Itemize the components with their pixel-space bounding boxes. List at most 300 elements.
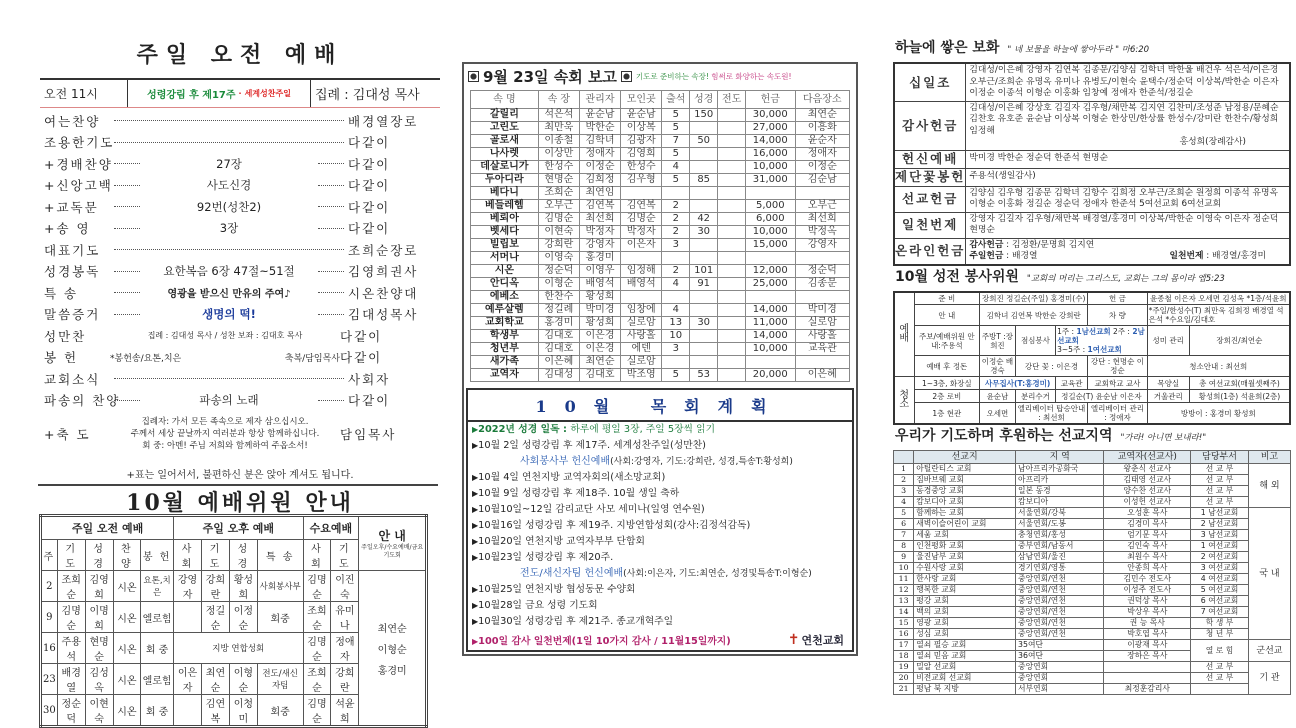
triangle-bullet-icon: ▶ [472, 521, 479, 530]
order-row [44, 196, 416, 218]
order-person: 다같이 [340, 350, 383, 366]
committee-cell: 김명순 [303, 633, 331, 664]
mission-cell: 수원사랑 교회 [914, 563, 1016, 574]
table-cell: 4 [662, 304, 690, 317]
mission-cell: 21 [894, 684, 914, 695]
table-cell: 서머나 [471, 252, 539, 265]
col-header: 담당부서 [1191, 451, 1249, 464]
table-cell: 13 [662, 317, 690, 330]
table-cell: 박한순 [579, 122, 620, 135]
leader-dots [114, 314, 140, 315]
table-cell [746, 187, 795, 200]
mission-cell: 성심 교회 [914, 629, 1016, 640]
online-value: : 배경열 [1003, 251, 1038, 261]
plan-text: 10월25일 연천지방 협성동문 수양회 [478, 584, 636, 595]
mission-row [894, 552, 1291, 563]
table-cell: 12,000 [746, 265, 795, 278]
offering-names-text: 김양심 김우형 김종문 김학녀 김항수 김희정 오부근/조희순 원정희 이종석 유명옥 이형순 이홍화 정길순 정순덕 정애자 한준석 5여선교회 6여선교회 [969, 187, 1278, 209]
plan-item [468, 470, 852, 486]
logo-text: 연천교회 [801, 634, 844, 647]
square-bullet-icon [468, 71, 479, 82]
table-cell: 4 [662, 161, 690, 174]
order-row [44, 347, 416, 369]
order-person: 다같이 [348, 221, 391, 237]
table-cell: 31,000 [746, 174, 795, 187]
missions-title [895, 428, 1206, 447]
table-cell: 강영자 [579, 239, 620, 252]
triangle-bullet-icon: ▶ [472, 425, 479, 434]
plan-item [468, 438, 852, 454]
mission-cell: 2 [894, 475, 914, 486]
table-cell: 황성희 [579, 317, 620, 330]
committee-cell: 시온 [113, 664, 141, 695]
plan-sub-title: 사회봉사부 헌신예배 [520, 456, 611, 467]
table-cell: 조희순 [538, 187, 579, 200]
mission-cell: 열쇠 믿음 교회 [914, 651, 1016, 662]
committee-cell: 시온 [113, 633, 141, 664]
col-header: 특 송 [257, 540, 303, 571]
table-cell [795, 291, 849, 304]
offerings-table [893, 62, 1291, 266]
table-cell: 15,000 [746, 239, 795, 252]
table-cell [718, 109, 746, 122]
order-person: 사회자 [348, 371, 391, 387]
order-row [44, 368, 416, 390]
mission-cell: 충청연회/홍성 [1016, 530, 1104, 541]
col-header: 지 역 [1016, 451, 1104, 464]
table-cell: 이영우 [579, 265, 620, 278]
mission-cell: 양수찬 선교사 [1104, 486, 1191, 497]
order-label: 교회소식 [44, 371, 101, 387]
plan-text: 10월 4일 연천지방 교역자회의(새소망교회) [478, 472, 666, 483]
region-group: 해 외 [1248, 464, 1290, 508]
leader-dots [318, 400, 344, 401]
v-cell: 2층 로비 [914, 390, 980, 403]
table-row [471, 187, 850, 200]
plan-item [468, 582, 852, 598]
mission-cell: 중앙연회/연천 [1016, 629, 1104, 640]
v-cell: 강단 : 현명순 이정순 [1088, 356, 1147, 377]
offering-type: 십일조 [894, 63, 966, 101]
col-header: 선교지 [914, 451, 1016, 464]
order-person: 배경열장로 [348, 113, 419, 129]
table-row [471, 174, 850, 187]
worship-side-label: 예배 [894, 292, 914, 377]
order-label: 특 송 [44, 285, 79, 301]
order-person: 다같이 [348, 393, 391, 409]
mission-cell [1104, 673, 1191, 684]
mission-cell: 남아프리카공화국 [1016, 464, 1104, 475]
mission-cell: 선 교 부 [1191, 464, 1249, 475]
table-cell [795, 187, 849, 200]
table-cell: 정길례 [538, 304, 579, 317]
table-cell: 실로암 [621, 317, 662, 330]
mission-cell: 오성훈 목사 [1104, 508, 1191, 519]
table-row [471, 291, 850, 304]
table-cell [718, 356, 746, 369]
order-label: +축 도 [44, 427, 91, 442]
table-cell [746, 356, 795, 369]
plan-item [468, 486, 852, 502]
mission-cell: 선 교 부 [1191, 497, 1249, 508]
order-mid: 사도신경 [206, 178, 252, 193]
table-cell: 14,000 [746, 330, 795, 343]
order-person: 다같이 [348, 156, 391, 172]
committee-cell: 정애자 [331, 633, 359, 664]
v-cell: 안 내 [914, 305, 980, 326]
table-cell: 10 [662, 330, 690, 343]
cross-icon: ✝ [787, 632, 800, 648]
mission-cell: 7 여선교회 [1191, 607, 1249, 618]
table-cell [621, 187, 662, 200]
mission-cell: 권 능 목사 [1104, 618, 1191, 629]
leader-dots [114, 120, 344, 121]
committee-cell: 김명순 [303, 695, 331, 727]
table-cell: 실로암 [621, 356, 662, 369]
committee-cell: 회중 [257, 602, 303, 633]
mission-cell: 이성헌 선교사 [1104, 497, 1191, 508]
table-cell: 고린도 [471, 122, 539, 135]
order-person: 다같이 [348, 135, 391, 151]
mission-cell: 박상우 목사 [1104, 607, 1191, 618]
table-cell: 시온 [471, 265, 539, 278]
order-person: 다같이 [340, 328, 383, 344]
mission-cell: 15 [894, 618, 914, 629]
committee-cell: 지방 연합성회 [174, 633, 303, 664]
committee-cell: 9 [41, 602, 58, 633]
order-label: +경배찬양 [44, 156, 113, 172]
cleaning-side-label: 청소 [894, 377, 914, 425]
offering-names-text: 주용석(생일감사) [969, 171, 1036, 182]
plan-sub-title: 전도/새신자팀 헌신예배 [520, 568, 624, 579]
order-label: 성만찬 [44, 328, 87, 344]
v-cell: 성미 관리 [1147, 326, 1189, 356]
col-header: 다음장소 [795, 91, 849, 109]
table-cell: 오부근 [795, 200, 849, 213]
table-cell [795, 356, 849, 369]
order-of-worship [44, 110, 419, 457]
table-cell: 황성희 [579, 291, 620, 304]
mission-cell: 9 [894, 552, 914, 563]
mission-row [894, 607, 1291, 618]
table-cell: 오부근 [538, 200, 579, 213]
col-header: 기 도 [331, 540, 359, 571]
table-row [471, 161, 850, 174]
committee-cell: 김영희 [85, 571, 113, 602]
region-group: 국 내 [1248, 508, 1290, 640]
v-cell: 1~3층, 화장실 [914, 377, 980, 390]
leader-dots [318, 228, 344, 229]
col-header: 주 [41, 540, 58, 571]
table-cell: 16,000 [746, 148, 795, 161]
volunteers-title [895, 269, 1225, 288]
order-label: 성경봉독 [44, 264, 101, 280]
table-cell: 새가족 [471, 356, 539, 369]
blessing-line: 주께서 세상 끝날까지 여러분과 항상 함께하십니다. [130, 429, 320, 439]
v-cell: 오세면 [980, 403, 1016, 425]
table-cell: 5 [662, 109, 690, 122]
mission-row [894, 640, 1291, 651]
plan-item [468, 518, 852, 534]
mission-cell: 장하은 목사 [1104, 651, 1191, 662]
order-person: 시온찬양대 [348, 285, 419, 301]
plan-reading [468, 422, 852, 438]
mission-cell: 18 [894, 651, 914, 662]
plan-text: 10월10일~12일 감리교단 사모 세미나(일영 연수원) [478, 504, 705, 515]
table-cell: 7 [662, 135, 690, 148]
triangle-bullet-icon: ▶ [472, 617, 479, 626]
week-sep: · [238, 89, 242, 98]
guide-name: 홍경미 [377, 665, 407, 677]
table-cell: 강희란 [538, 239, 579, 252]
mission-cell: 20 [894, 673, 914, 684]
triangle-bullet-icon: ▶ [472, 505, 479, 514]
committee-cell: 엘로힘 [141, 602, 174, 633]
table-cell [662, 356, 690, 369]
mission-cell: 함께하는 교회 [914, 508, 1016, 519]
committee-cell: 조희순 [303, 602, 331, 633]
v-cell: 윤종철 이은자 오세면 김성옥 *1층/석윤희 [1147, 292, 1290, 305]
table-cell [746, 252, 795, 265]
table-cell: 3 [662, 343, 690, 356]
table-cell [718, 239, 746, 252]
mission-cell: 삼남연회/울진 [1016, 552, 1104, 563]
table-cell [718, 174, 746, 187]
table-cell: 5 [662, 122, 690, 135]
committee-cell: 조희순 [57, 571, 85, 602]
col-header: 성 경 [229, 540, 257, 571]
mission-cell: 선 교 부 [1191, 673, 1249, 684]
missions-table [893, 450, 1291, 695]
blessing-text [110, 416, 340, 452]
col-header: 관리자 [579, 91, 620, 109]
mission-cell: 3 남선교회 [1191, 530, 1249, 541]
table-cell [795, 252, 849, 265]
triangle-bullet-icon: ▶ [472, 441, 479, 450]
mission-cell: 35여단 [1016, 640, 1104, 651]
leader-dots [114, 163, 140, 164]
offering-type: 제단꽃봉헌 [895, 169, 966, 185]
table-cell: 5 [662, 369, 690, 382]
mission-cell: 14 [894, 607, 914, 618]
table-cell: 김우형 [621, 174, 662, 187]
v-t: 3~5주 : [1057, 345, 1088, 354]
table-cell: 교육관 [795, 343, 849, 356]
committee-cell: 30 [41, 695, 58, 727]
mission-cell: 권덕상 목사 [1104, 596, 1191, 607]
order-person: 다같이 [348, 199, 391, 215]
mission-row [894, 574, 1291, 585]
col-header: 봉 헌 [141, 540, 174, 571]
order-label: 여는찬양 [44, 113, 101, 129]
committee-cell: 강영자 [174, 571, 202, 602]
mission-cell: 일본 동경 [1016, 486, 1104, 497]
mission-cell: 학 생 부 [1191, 618, 1249, 629]
mission-cell: 이광재 목사 [1104, 640, 1191, 651]
online-label: 감사헌금 [969, 239, 1004, 250]
plan-item [468, 614, 852, 630]
mission-cell: 백의 교회 [914, 607, 1016, 618]
committee-cell: 이현숙 [85, 695, 113, 727]
order-row [44, 239, 419, 261]
mission-cell: 경기연회/영통 [1016, 563, 1104, 574]
table-cell: 김명순 [621, 213, 662, 226]
leader-dots [114, 292, 140, 293]
table-cell: 사랑홀 [621, 330, 662, 343]
mission-cell: 8 [894, 541, 914, 552]
online-label: 주일헌금 [969, 251, 1004, 261]
order-row [44, 411, 416, 457]
v-cell: 1층 현관 [914, 403, 980, 425]
region-group: 기 관 [1248, 662, 1290, 695]
table-cell: 이종철 [538, 135, 579, 148]
table-cell: 김대성 [538, 369, 579, 382]
mission-row [894, 684, 1291, 695]
committee-cell: 시온 [113, 602, 141, 633]
mission-cell: 밀알 선교회 [914, 662, 1016, 673]
plan-item [468, 598, 852, 614]
table-cell: 5 [662, 174, 690, 187]
table-cell: 이형순 [538, 278, 579, 291]
cell-report-title [468, 66, 792, 87]
mission-cell: 최원수 목사 [1104, 552, 1191, 563]
week-label: 성령강림 후 제17주 [147, 90, 236, 101]
committee-cell: 정길순 [202, 602, 230, 633]
offering-row [894, 186, 1290, 212]
mission-cell: 엄기문 목사 [1104, 530, 1191, 541]
table-cell [662, 291, 690, 304]
offerings-title [895, 40, 1149, 59]
mission-row [894, 618, 1291, 629]
table-row [471, 304, 850, 317]
mission-cell: 7 [894, 530, 914, 541]
v-cell: 예배 후 정돈 [914, 356, 980, 377]
table-cell [621, 252, 662, 265]
col-header: 기 도 [57, 540, 85, 571]
table-cell: 2 [662, 200, 690, 213]
table-cell: 박미경 [579, 304, 620, 317]
table-cell: 최만욱 [538, 122, 579, 135]
mission-cell: 6 [894, 519, 914, 530]
committee-cell: 김명순 [303, 571, 331, 602]
table-cell: 김영희 [621, 148, 662, 161]
committee-cell: 배경열 [57, 664, 85, 695]
committee-cell: 강희란 [331, 664, 359, 695]
v-cell: 청소안내 : 최선희 [1147, 356, 1290, 377]
table-cell: 홍경미 [538, 317, 579, 330]
stand-note: +표는 일어서서, 불편하신 분은 앉아 계셔도 됩니다. [126, 470, 354, 481]
mission-row [894, 673, 1291, 684]
v-cell: 거울관리 [1147, 390, 1189, 403]
mission-row [894, 486, 1291, 497]
v-cell: 엘리베이터 관리 : 정애자 [1088, 403, 1147, 425]
table-cell: 최연임 [579, 187, 620, 200]
v-cell: 장희진 정길순(주일) 홍경미(수) [980, 292, 1088, 305]
col-header: 비고 [1248, 451, 1290, 464]
offering-type: 선교헌금 [894, 186, 966, 212]
order-row [44, 390, 416, 412]
mission-cell: 중앙연회/연천 [1016, 585, 1104, 596]
mission-cell: 아프리카 [1016, 475, 1104, 486]
table-cell: 이영숙 [538, 252, 579, 265]
group-wed: 수요예배 [303, 516, 359, 540]
v-cell: 준 비 [914, 292, 980, 305]
table-cell [718, 161, 746, 174]
mission-row [894, 541, 1291, 552]
table-row [471, 200, 850, 213]
mission-row [894, 508, 1291, 519]
worship-header [40, 78, 440, 108]
committee-table [39, 514, 428, 728]
offering-names-text: 김대성/이은혜 강상호 김길자 김우형/채만복 김지연 김찬미/조성준 남정용/문혜순 김찬호 유호준 윤순남 이상복 이형순 한상민/한상률 한성수/강미란 한찬수/황성희 임정해 [969, 102, 1279, 136]
mission-cell: 영광 교회 [914, 618, 1016, 629]
reading-text: 하루에 평일 3장, 주일 5장씩 읽기 [570, 424, 716, 435]
volunteers-table [893, 291, 1291, 426]
table-cell: 베다니 [471, 187, 539, 200]
leader-dots [318, 292, 344, 293]
table-cell [718, 317, 746, 330]
table-cell: 정애자 [579, 148, 620, 161]
table-cell: 교역자 [471, 369, 539, 382]
table-cell [718, 330, 746, 343]
mission-row [894, 475, 1291, 486]
table-cell: 최선희 [579, 213, 620, 226]
slogan-a: 기도로 준비하는 속장! [635, 72, 709, 81]
cell-report-table [470, 90, 850, 382]
mission-cell: 세움 교회 [914, 530, 1016, 541]
committee-cell: 시온 [113, 571, 141, 602]
mission-cell: 평남 북 지방 [914, 684, 1016, 695]
mission-cell: 아틸란티스 교회 [914, 464, 1016, 475]
mission-cell: 1 [894, 464, 914, 475]
group-pm: 주일 오후 예배 [174, 516, 303, 540]
mission-cell: 이성주 전도사 [1104, 585, 1191, 596]
col-header: 기 도 [202, 540, 230, 571]
table-cell: 이은경 [579, 343, 620, 356]
committee-cell: 이청미 [229, 695, 257, 727]
table-cell: 김희정 [579, 174, 620, 187]
table-cell: 53 [690, 369, 718, 382]
order-row [44, 261, 419, 283]
plan-text: 10월30일 성령강림 후 제21주. 종교개혁주일 [478, 616, 674, 627]
committee-cell: 석윤희 [331, 695, 359, 727]
order-mid [110, 351, 340, 364]
mission-cell: 김인숙 목사 [1104, 541, 1191, 552]
order-label: 봉 헌 [44, 350, 79, 366]
table-cell: 배영석 [621, 278, 662, 291]
offering-names [966, 63, 1290, 101]
table-cell: 이현숙 [538, 226, 579, 239]
v-cell: 황성희(1층) 석윤희(2층) [1189, 390, 1290, 403]
triangle-bullet-icon: ▶ [472, 473, 479, 482]
committee-cell: 23 [41, 664, 58, 695]
offering-row [894, 238, 1290, 265]
table-cell [718, 200, 746, 213]
committee-cell: 최연순 [202, 664, 230, 695]
v-t: 1남선교회 [1076, 327, 1111, 336]
triangle-bullet-icon: ▶ [472, 601, 479, 610]
table-cell: 5,000 [746, 200, 795, 213]
offering-blessing: 축복/담임목사 [284, 353, 340, 364]
order-person: 김영희권사 [348, 264, 419, 280]
guide-note: 주일오후/수요예배/금요기도회 [361, 544, 424, 559]
order-mid: 생명의 떡! [202, 307, 256, 322]
mission-cell: 박호엽 목사 [1104, 629, 1191, 640]
table-cell: 이은자 [621, 239, 662, 252]
table-cell: 이정순 [579, 161, 620, 174]
table-cell: 이은경 [579, 330, 620, 343]
v-cell: 장희진/최연순 [1189, 326, 1290, 356]
